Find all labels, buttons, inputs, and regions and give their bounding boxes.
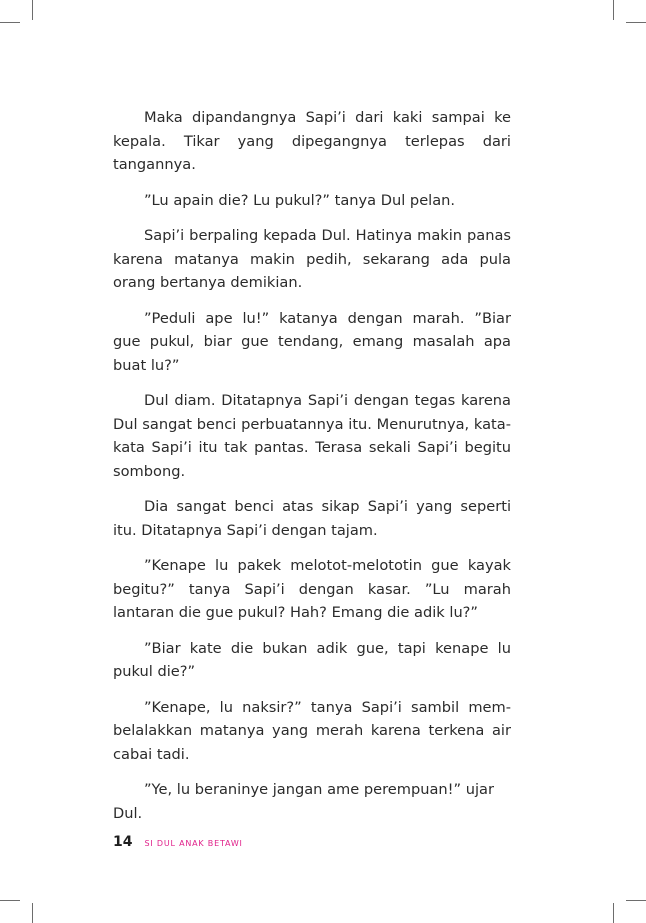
crop-mark — [32, 903, 33, 923]
paragraph: Maka dipandangnya Sapi’i dari kaki sampai ke kepala. Tikar yang dipegangnya terlepas dari tangannya. — [113, 109, 511, 173]
paragraph: ”Biar kate die bukan adik gue, tapi kenape lu pukul die?” — [113, 639, 511, 680]
crop-mark — [0, 900, 20, 901]
paragraph: ”Peduli ape lu!” katanya dengan marah. ”Biar gue pukul, biar gue tendang, emang masalah apa buat lu?” — [113, 309, 511, 374]
paragraph: ”Ye, lu beraninye jangan ame perempuan!” ujar Dul. — [113, 781, 494, 822]
page-number: 14 — [113, 834, 133, 850]
crop-mark — [626, 22, 646, 23]
crop-mark — [0, 22, 20, 23]
paragraph: Dia sangat benci atas sikap Sapi’i yang seperti itu. Ditatapnya Sapi’i dengan tajam. — [113, 498, 511, 539]
body-text — [113, 106, 511, 837]
page-footer — [113, 834, 243, 850]
paragraph: ”Lu apain die? Lu pukul?” tanya Dul pelan. — [144, 191, 456, 209]
running-title: SI DUL ANAK BETAWI — [144, 839, 243, 848]
crop-mark — [32, 0, 33, 20]
paragraph: Sapi’i berpaling kepada Dul. Hatinya makin panas karena matanya makin pedih, sekarang ada pula orang bertanya demikian. — [113, 227, 511, 291]
paragraph: ”Kenape, lu naksir?” tanya Sapi’i sambil mem-belalakkan matanya yang merah karena terkena air cabai tadi. — [113, 698, 511, 763]
paragraph: Dul diam. Ditatapnya Sapi’i dengan tegas karena Dul sangat benci perbuatannya itu. Menurutnya, kata-kata Sapi’i itu tak pantas. Terasa sekali Sapi’i begitu sombong. — [113, 392, 511, 480]
crop-mark — [626, 900, 646, 901]
crop-mark — [613, 0, 614, 20]
paragraph: ”Kenape lu pakek melotot-melototin gue kayak begitu?” tanya Sapi’i dengan kasar. ”Lu marah lantaran die gue pukul? Hah? Emang die adik lu?” — [113, 557, 511, 621]
crop-mark — [613, 903, 614, 923]
